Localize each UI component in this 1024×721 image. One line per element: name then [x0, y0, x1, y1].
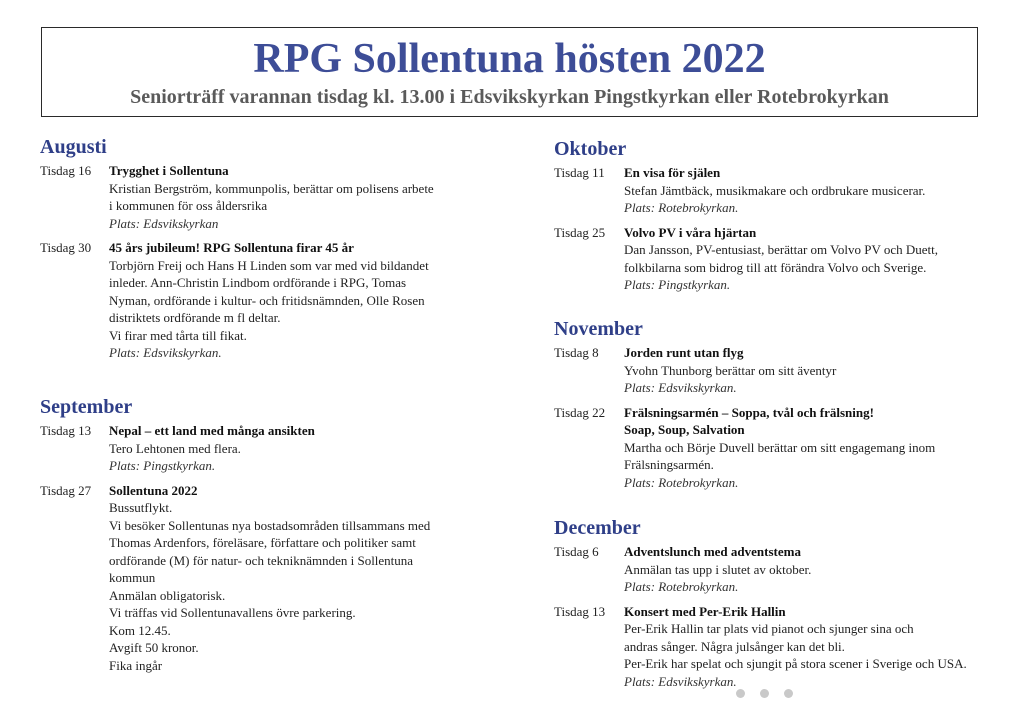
event-day: Tisdag 30: [40, 240, 92, 255]
event-subtitle: Soap, Soup, Salvation: [624, 422, 745, 437]
event-item: [40, 162, 480, 232]
pager-dot-3[interactable]: [784, 689, 793, 698]
event-text: Martha och Börje Duvell berättar om sitt engagemang inom: [624, 439, 936, 455]
event-title: Trygghet i Sollentuna: [109, 163, 229, 178]
event-day: Tisdag 27: [40, 482, 92, 498]
event-place: Plats: Pingstkyrkan.: [624, 277, 731, 292]
event-text: Frälsningsarmén.: [624, 457, 714, 472]
event-title: En visa för själen: [624, 165, 721, 180]
month-heading: September: [40, 396, 133, 418]
event-title: Konsert med Per-Erik Hallin: [624, 603, 786, 619]
event-day: Tisdag 13: [554, 603, 606, 619]
event-text: Tero Lehtonen med flera.: [109, 440, 241, 456]
event-title: Frälsningsarmén – Soppa, tvål och frälsning!: [624, 404, 874, 420]
month-section-oktober: [554, 137, 1004, 294]
event-title: Nepal – ett land med många ansikten: [109, 423, 315, 438]
event-text: Vi besöker Sollentunas nya bostadsområden tillsammans med: [109, 517, 431, 533]
event-text: Bussutflykt.: [109, 500, 173, 515]
event-place: Plats: Edsvikskyrkan.: [109, 345, 222, 360]
event-title: Adventslunch med adventstema: [624, 544, 801, 559]
header-box: [41, 27, 978, 117]
event-text: Stefan Jämtbäck, musikmakare och ordbrukare musicerar.: [624, 182, 926, 198]
event-text: Fika ingår: [109, 657, 163, 673]
event-day: Tisdag 8: [554, 345, 599, 360]
pager-dot-1[interactable]: [736, 689, 745, 698]
event-title: Jorden runt utan flyg: [624, 345, 744, 360]
event-place: Plats: Rotebrokyrkan.: [624, 579, 739, 594]
event-day: Tisdag 25: [554, 224, 606, 240]
event-place: Plats: Rotebrokyrkan.: [624, 474, 739, 490]
event-text: Yvohn Thunborg berättar om sitt äventyr: [624, 362, 837, 378]
event-place: Plats: Edsvikskyrkan.: [624, 380, 737, 395]
event-text: Kom 12.45.: [109, 622, 171, 638]
event-item: [40, 239, 480, 362]
event-text: folkbilarna som bidrog till att förändra Volvo och Sverige.: [624, 259, 927, 275]
month-section-december: [554, 516, 1004, 690]
event-title: Volvo PV i våra hjärtan: [624, 224, 757, 240]
event-text: Anmälan tas upp i slutet av oktober.: [624, 561, 812, 577]
event-text: andras sånger. Några julsånger kan det bli.: [624, 638, 845, 654]
event-text: Thomas Ardenfors, föreläsare, författare och politiker samt: [109, 535, 416, 550]
pager-dot-2[interactable]: [760, 689, 769, 698]
event-text: inleder. Ann-Christin Lindbom ordförande i RPG, Tomas: [109, 275, 407, 290]
event-text: Dan Jansson, PV-entusiast, berättar om Volvo PV och Duett,: [624, 242, 939, 257]
page-subtitle: Seniorträff varannan tisdag kl. 13.00 i Edsvikskyrkan Pingstkyrkan eller Rotebrokyrkan: [130, 86, 889, 108]
event-text: ordförande (M) för natur- och tekniknämnden i Sollentuna: [109, 552, 414, 568]
event-text: Avgift 50 kronor.: [109, 640, 199, 655]
event-item: [554, 224, 1004, 294]
month-heading: Augusti: [40, 136, 107, 158]
event-place: Plats: Edsvikskyrkan.: [624, 673, 737, 689]
month-section-september: [40, 395, 480, 674]
event-day: Tisdag 11: [554, 165, 605, 180]
event-text: Kristian Bergström, kommunpolis, berättar om polisens arbete: [109, 180, 434, 196]
page-title: RPG Sollentuna hösten 2022: [253, 36, 766, 82]
event-day: Tisdag 13: [40, 423, 92, 438]
event-text: kommun: [109, 570, 156, 585]
event-day: Tisdag 16: [40, 163, 92, 178]
event-item: [554, 344, 1004, 397]
event-text: i kommunen för oss åldersrika: [109, 198, 268, 213]
event-text: Vi träffas vid Sollentunavallens övre parkering.: [109, 605, 356, 620]
event-item: [40, 482, 480, 675]
event-text: Per-Erik Hallin tar plats vid pianot och sjunger sina och: [624, 621, 914, 636]
month-heading: November: [554, 318, 643, 340]
event-text: Nyman, ordförande i kultur- och fritidsnämnden, Olle Rosen: [109, 292, 425, 308]
event-title: Sollentuna 2022: [109, 482, 198, 498]
event-text: Torbjörn Freij och Hans H Linden som var med vid bildandet: [109, 257, 429, 273]
event-text: Vi firar med tårta till fikat.: [109, 327, 247, 343]
month-section-november: [554, 317, 1004, 491]
month-section-augusti: [40, 135, 480, 362]
event-item: [554, 603, 1004, 691]
event-item: [554, 164, 1004, 217]
event-item: [554, 543, 1004, 596]
event-title: 45 års jubileum! RPG Sollentuna firar 45 år: [109, 240, 354, 255]
event-text: Anmälan obligatorisk.: [109, 587, 226, 603]
event-text: Per-Erik har spelat och sjungit på stora scener i Sverige och USA.: [624, 656, 967, 671]
event-place: Plats: Edsvikskyrkan: [109, 215, 219, 231]
month-heading: December: [554, 517, 641, 539]
event-place: Plats: Pingstkyrkan.: [109, 458, 216, 473]
event-item: [554, 404, 1004, 492]
event-text: distriktets ordförande m fl deltar.: [109, 310, 281, 325]
event-day: Tisdag 22: [554, 404, 606, 420]
event-place: Plats: Rotebrokyrkan.: [624, 200, 739, 215]
event-day: Tisdag 6: [554, 544, 599, 559]
month-heading: Oktober: [554, 138, 627, 160]
pager-dots: [736, 689, 800, 699]
event-item: [40, 422, 480, 475]
